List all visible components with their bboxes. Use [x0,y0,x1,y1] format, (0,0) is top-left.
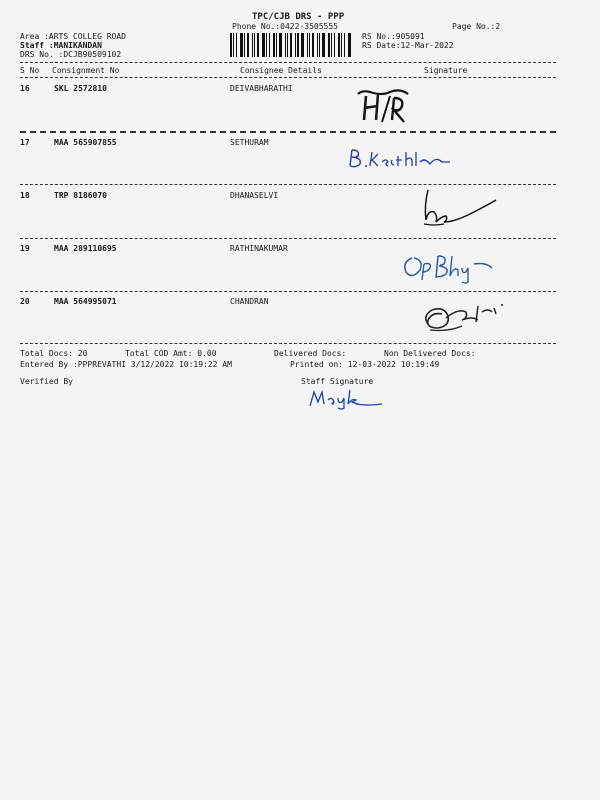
barcode-bar [331,33,332,57]
row-17-consignment: MAA 565907855 [54,138,117,147]
row-divider-17 [20,184,556,185]
barcode-bar [285,33,286,57]
signature-row-19 [400,250,496,286]
signature-row-20 [418,298,514,338]
entered-by: Entered By :PPPREVATHI 3/12/2022 10:19:22 AM [20,360,232,369]
barcode-bar [254,33,255,57]
barcode-bar [344,33,345,57]
row-16-consignment: SKL 2572810 [54,84,107,93]
barcode-bar [273,33,275,57]
row-19-consignment: MAA 289110695 [54,244,117,253]
column-header-signature: Signature [424,66,468,75]
barcode [230,33,355,57]
staff-signature-mark [306,386,386,410]
signature-row-18 [414,186,500,234]
barcode-bar [317,33,318,57]
rs-date: RS Date:12-Mar-2022 [362,41,454,50]
drs-number: DRS No. :DCJB90509102 [20,50,122,59]
barcode-bar [244,33,245,57]
header-divider [20,62,556,63]
column-header-consignee: Consignee Details [240,66,322,75]
signature-row-16 [350,84,420,128]
column-header-sno: S No [20,66,40,75]
row-divider-20 [20,343,556,344]
barcode-bar [233,33,234,57]
row-18-consignment: TRP 8186070 [54,191,107,200]
barcode-bar [341,33,342,57]
row-divider-16 [20,131,556,133]
barcode-bar [319,33,320,57]
row-19-consignee: RATHINAKUMAR [230,244,288,253]
area-label: Area :ARTS COLLEG ROAD [20,32,126,41]
barcode-bar [276,33,277,57]
row-17-consignee: SETHURAM [230,138,269,147]
barcode-bar [334,33,335,57]
barcode-bar [328,33,330,57]
barcode-bar [309,33,310,57]
barcode-bar [266,33,267,57]
total-docs: Total Docs: 20 [20,349,88,358]
non-delivered-docs: Non Delivered Docs: [384,349,476,358]
phone-number: Phone No.:0422-3505555 [232,22,338,31]
signature-row-17 [346,144,456,172]
row-18-consignee: DHANASELVI [230,191,279,200]
barcode-bar [322,33,325,57]
delivered-docs: Delivered Docs: [274,349,347,358]
row-16-sno: 16 [20,84,30,93]
row-17-sno: 17 [20,138,30,147]
page-number: Page No.:2 [452,22,501,31]
barcode-bar [295,33,296,57]
barcode-bar [252,33,253,57]
row-20-consignment: MAA 564995071 [54,297,117,306]
row-divider-19 [20,291,556,292]
column-header-divider [20,77,556,78]
staff-signature-label: Staff Signature [301,377,374,386]
barcode-bar [338,33,340,57]
barcode-bar [279,33,282,57]
barcode-bar [297,33,299,57]
barcode-bar [348,33,351,57]
column-header-consignment: Consignment No [52,66,120,75]
row-16-consignee: DEIVABHARATHI [230,84,293,93]
barcode-bar [287,33,288,57]
barcode-bar [230,33,232,57]
barcode-bar [247,33,249,57]
barcode-bar [312,33,314,57]
rs-number: RS No.:905091 [362,32,425,41]
verified-by: Verified By [20,377,73,386]
printed-on: Printed on: 12-03-2022 10:19:49 [290,360,440,369]
barcode-bar [236,33,237,57]
barcode-bar [262,33,265,57]
barcode-bar [269,33,270,57]
barcode-bar [301,33,304,57]
row-divider-18 [20,238,556,239]
barcode-bar [240,33,243,57]
staff-label: Staff :MANIKANDAN [20,41,102,50]
row-18-sno: 18 [20,191,30,200]
barcode-bar [307,33,308,57]
row-20-sno: 20 [20,297,30,306]
row-20-consignee: CHANDRAN [230,297,269,306]
total-cod-amount: Total COD Amt: 0.00 [125,349,217,358]
report-title: TPC/CJB DRS - PPP [252,12,345,22]
row-19-sno: 19 [20,244,30,253]
barcode-bar [257,33,259,57]
barcode-bar [290,33,292,57]
